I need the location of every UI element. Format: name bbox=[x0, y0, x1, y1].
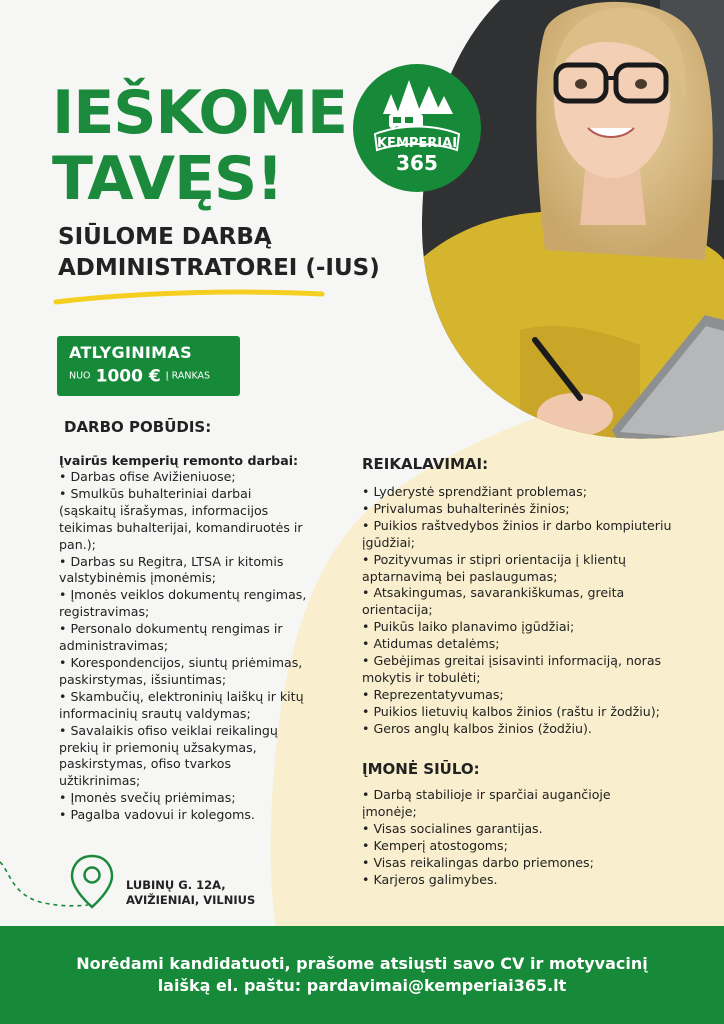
list-item: • Darbas ofise Avižieniuose; bbox=[59, 469, 309, 486]
list-item: • Lyderystė sprendžiant problemas; bbox=[362, 484, 692, 501]
salary-suffix: Į RANKAS bbox=[165, 370, 211, 382]
footer-line-1: Norėdami kandidatuoti, prašome atsiųsti savo CV ir motyvacinį bbox=[76, 954, 648, 973]
requirements-section bbox=[362, 455, 488, 473]
logo-kemperiai365 bbox=[353, 64, 481, 192]
address-line-2: AVIŽIENIAI, VILNIUS bbox=[126, 893, 256, 907]
list-item: • Geros anglų kalbos žinios (žodžiu). bbox=[362, 721, 692, 738]
list-item: • Įmonės veiklos dokumentų rengimas, registravimas; bbox=[59, 587, 309, 621]
location-pin-icon bbox=[72, 856, 112, 907]
list-item: • Atidumas detalėms; bbox=[362, 636, 692, 653]
footer-banner bbox=[0, 926, 724, 1024]
job-title-line-1: SIŪLOME DARBĄ bbox=[58, 224, 272, 250]
list-item: • Reprezentatyvumas; bbox=[362, 687, 692, 704]
list-item: • Kemperį atostogoms; bbox=[362, 838, 662, 855]
list-item: • Puikios lietuvių kalbos žinios (raštu ir žodžiu); bbox=[362, 704, 692, 721]
list-item: • Smulkūs buhalteriniai darbai (sąskaitų išrašymas, informacijos teikimas buhalterijai, komandiruotės ir pan.); bbox=[59, 486, 309, 554]
offers-body bbox=[362, 787, 662, 888]
offers-list bbox=[362, 787, 662, 888]
list-item: • Visas socialines garantijas. bbox=[362, 821, 662, 838]
duties-list bbox=[59, 469, 309, 824]
offers-title: ĮMONĖ SIŪLO: bbox=[362, 760, 480, 778]
list-item: • Savalaikis ofiso veiklai reikalingų prekių ir priemonių užsakymas, paskirstymas, ofiso tvarkos užtikrinimas; bbox=[59, 723, 309, 791]
salary-title: ATLYGINIMAS bbox=[69, 343, 192, 362]
duties-title: DARBO POBŪDIS: bbox=[64, 418, 212, 436]
duties-body bbox=[59, 452, 309, 824]
list-item: • Atsakingumas, savarankiškumas, greita orientacija; bbox=[362, 585, 692, 619]
list-item: • Įmonės svečių priėmimas; bbox=[59, 790, 309, 807]
list-item: • Gebėjimas greitai įsisavinti informaciją, noras mokytis ir tobulėti; bbox=[362, 653, 692, 687]
requirements-list bbox=[362, 484, 692, 738]
duties-section bbox=[64, 418, 211, 436]
headline-line-1: IEŠKOME bbox=[52, 78, 348, 148]
salary-prefix: NUO bbox=[69, 370, 91, 382]
logo-text-bottom: 365 bbox=[396, 151, 438, 175]
requirements-body bbox=[362, 484, 692, 738]
list-item: • Puikios raštvedybos žinios ir darbo kompiuteriu įgūdžiai; bbox=[362, 518, 692, 552]
list-item: • Skambučių, elektroninių laiškų ir kitų informacinių srautų valdymas; bbox=[59, 689, 309, 723]
page-headline bbox=[52, 80, 347, 212]
offers-section bbox=[362, 760, 480, 778]
list-item: • Privalumas buhalterinės žinios; bbox=[362, 501, 692, 518]
list-item: • Personalo dokumentų rengimas ir administravimas; bbox=[59, 621, 309, 655]
yellow-underline bbox=[56, 292, 322, 302]
list-item: • Visas reikalingas darbo priemones; bbox=[362, 855, 662, 872]
salary-amount: 1000 € bbox=[95, 366, 161, 387]
list-item: • Darbą stabilioje ir sparčiai augančioje įmonėje; bbox=[362, 787, 662, 821]
list-item: • Karjeros galimybes. bbox=[362, 872, 662, 889]
address-line-1: LUBINŲ G. 12A, bbox=[126, 878, 226, 892]
job-title-line-2: ADMINISTRATOREI (-IUS) bbox=[58, 255, 380, 281]
logo-text-top: KEMPERIAI bbox=[376, 136, 458, 151]
headline-line-2: TAVĘS! bbox=[52, 144, 283, 214]
footer-line-2: laišką el. paštu: pardavimai@kemperiai365.lt bbox=[157, 976, 567, 995]
job-title bbox=[58, 222, 380, 284]
salary-box bbox=[57, 336, 240, 396]
list-item: • Puikūs laiko planavimo įgūdžiai; bbox=[362, 619, 692, 636]
duties-subtitle: Įvairūs kemperių remonto darbai: bbox=[59, 453, 299, 468]
company-address bbox=[126, 878, 255, 908]
salary-row bbox=[69, 366, 230, 387]
requirements-title: REIKALAVIMAI: bbox=[362, 455, 489, 473]
list-item: • Korespondencijos, siuntų priėmimas, paskirstymas, išsiuntimas; bbox=[59, 655, 309, 689]
list-item: • Pagalba vadovui ir kolegoms. bbox=[59, 807, 309, 824]
list-item: • Pozityvumas ir stipri orientacija į klientų aptarnavimą bei paslaugumas; bbox=[362, 552, 692, 586]
photo-woman bbox=[420, 0, 724, 445]
list-item: • Darbas su Regitra, LTSA ir kitomis valstybinėmis įmonėmis; bbox=[59, 554, 309, 588]
